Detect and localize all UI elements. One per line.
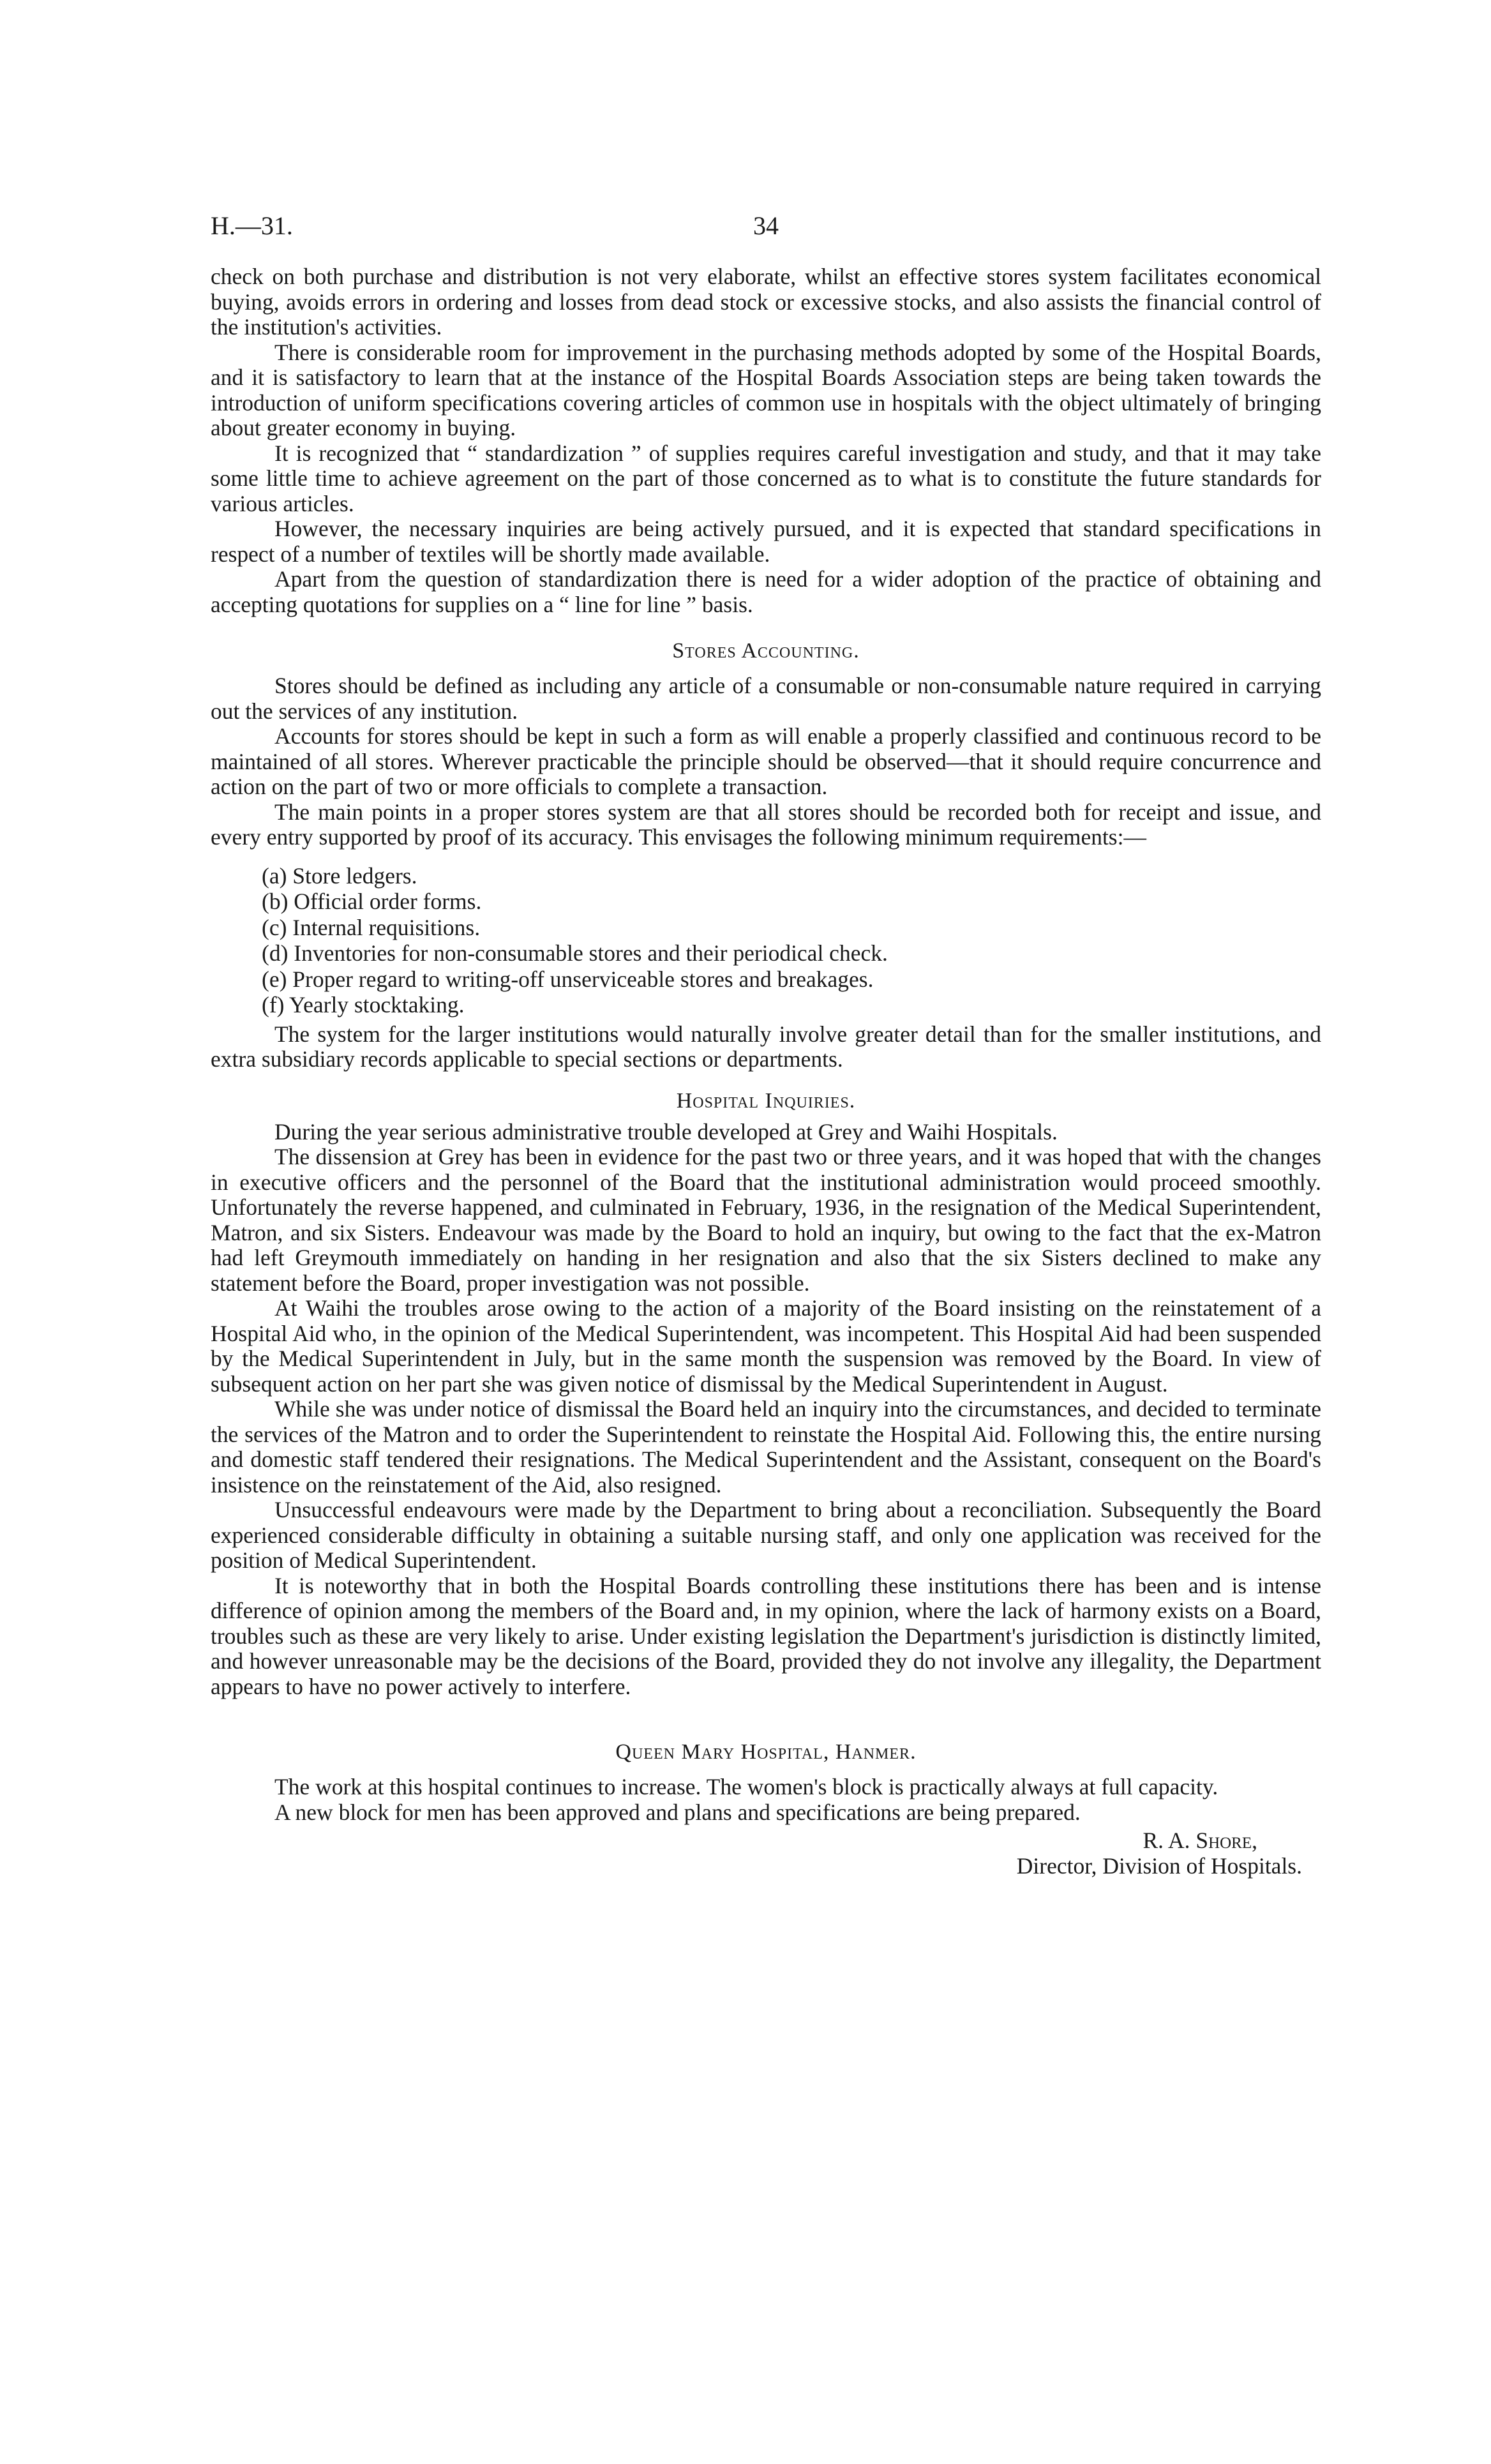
list-item: (a) Store ledgers.: [262, 862, 417, 889]
hanmer-section-text: [211, 1775, 1321, 1825]
signatory-title: Director, Division of Hospitals.: [1016, 1853, 1302, 1879]
paragraph: While she was under notice of dismissal the Board held an inquiry into the circumstances, and decided to terminate the services of the Matron and to order the Superintendent to reinstate the Hospital Aid. Following this, the entire nursing and domestic staff tendered their resignations. The Medical Superintendent and the Assistant, consequent on the Board's insistence on the reinstatement of the Aid, also resigned.: [211, 1396, 1321, 1498]
inquiries-section-text: [211, 1120, 1321, 1700]
signature-block: [211, 1828, 1321, 1879]
paragraph: At Waihi the troubles arose owing to the action of a majority of the Board insisting on the reinstatement of a Hospital Aid who, in the opinion of the Medical Superintendent, was incompetent. This Hospital Aid had been suspended by the Medical Superintendent in July, but in the same month the suspension was removed by the Board. In view of subsequent action on her part she was given notice of dismissal by the Medical Superintendent in August.: [211, 1295, 1321, 1397]
list-item: (b) Official order forms.: [262, 889, 482, 914]
paragraph: However, the necessary inquiries are being actively pursued, and it is expected that standard specifications in respect of a number of textiles will be shortly made available.: [211, 516, 1321, 567]
intro-text: [211, 264, 1321, 617]
requirements-list: [211, 863, 1321, 1018]
paragraph: The system for the larger institutions would naturally involve greater detail than for the smaller institutions, and extra subsidiary records applicable to special sections or departments.: [211, 1021, 1321, 1072]
paragraph: It is noteworthy that in both the Hospital Boards controlling these institutions there has been and is intense difference of opinion among the members of the Board and, in my opinion, where the lack of harmony exists on a Board, troubles such as these are very likely to arise. Under existing legislation the Department's jurisdiction is distinctly limited, and however unreasonable may be the decisions of the Board, provided they do not involve any illegality, the Department appears to have no power actively to interfere.: [211, 1572, 1321, 1699]
page-number: 34: [753, 211, 779, 240]
document-reference: H.—31.: [211, 211, 293, 240]
list-item: (c) Internal requisitions.: [262, 914, 481, 940]
list-item: (f) Yearly stocktaking.: [262, 992, 465, 1018]
paragraph: During the year serious administrative trouble developed at Grey and Waihi Hospitals.: [274, 1118, 1058, 1145]
paragraph: Apart from the question of standardization there is need for a wider adoption of the practice of obtaining and accepting quotations for supplies on a “ line for line ” basis.: [211, 566, 1321, 617]
signatory-name: R. A. Shore,: [1143, 1828, 1257, 1853]
paragraph: The work at this hospital continues to increase. The women's block is practically always at full capacity.: [274, 1774, 1218, 1799]
paragraph: There is considerable room for improvement in the purchasing methods adopted by some of the Hospital Boards, and it is satisfactory to learn that at the instance of the Hospital Boards Association steps are being taken towards the introduction of uniform specifications covering articles of common use in hospitals with the object ultimately of bringing about greater economy in buying.: [211, 339, 1321, 440]
list-item: (d) Inventories for non-consumable stores and their periodical check.: [262, 940, 888, 966]
list-item: (e) Proper regard to writing-off unserviceable stores and breakages.: [262, 966, 874, 992]
paragraph: A new block for men has been approved and plans and specifications are being prepared.: [274, 1799, 1081, 1825]
paragraph: The dissension at Grey has been in evidence for the past two or three years, and it was hoped that with the changes in executive officers and the personnel of the Board that the institutional administration would proceed smoothly. Unfortunately the reverse happened, and culminated in February, 1936, in the resignation of the Medical Superintendent, Matron, and six Sisters. Endeavour was made by the Board to hold an inquiry, but owing to the fact that the ex-Matron had left Greymouth immediately on handing in her resignation and also that the six Sisters declined to make any statement before the Board, proper investigation was not possible.: [211, 1144, 1321, 1296]
paragraph: Accounts for stores should be kept in such a form as will enable a properly classified and continuous record to be maintained of all stores. Wherever practicable the principle should be observed—that it should require concurrence and action on the part of two or more officials to complete a transaction.: [211, 723, 1321, 799]
paragraph: Stores should be defined as including any article of a consumable or non-consumable nature required in carrying out the services of any institution.: [211, 673, 1321, 724]
paragraph: It is recognized that “ standardization ” of supplies requires careful investigation and study, and that it may take some little time to achieve agreement on the part of those concerned as to what is to constitute the future standards for various articles.: [211, 440, 1321, 516]
paragraph: check on both purchase and distribution is not very elaborate, whilst an effective stores system facilitates economical buying, avoids errors in ordering and losses from dead stock or excessive stocks, and also assists the financial control of the institution's activities.: [211, 264, 1321, 340]
stores-section-text: [211, 673, 1321, 1072]
section-heading-stores-accounting: Stores Accounting.: [672, 639, 860, 663]
document-page: [211, 211, 1321, 1879]
section-heading-hospital-inquiries: Hospital Inquiries.: [676, 1088, 856, 1113]
paragraph: Unsuccessful endeavours were made by the Department to bring about a reconciliation. Subsequently the Board experienced considerable difficulty in obtaining a suitable nursing staff, and only one application was received for the position of Medical Superintendent.: [211, 1497, 1321, 1573]
section-heading-queen-mary-hospital: Queen Mary Hospital, Hanmer.: [615, 1740, 917, 1764]
running-header: [211, 211, 1321, 249]
paragraph: The main points in a proper stores system are that all stores should be recorded both for receipt and issue, and every entry supported by proof of its accuracy. This envisages the following minimum requirements:—: [211, 799, 1321, 850]
